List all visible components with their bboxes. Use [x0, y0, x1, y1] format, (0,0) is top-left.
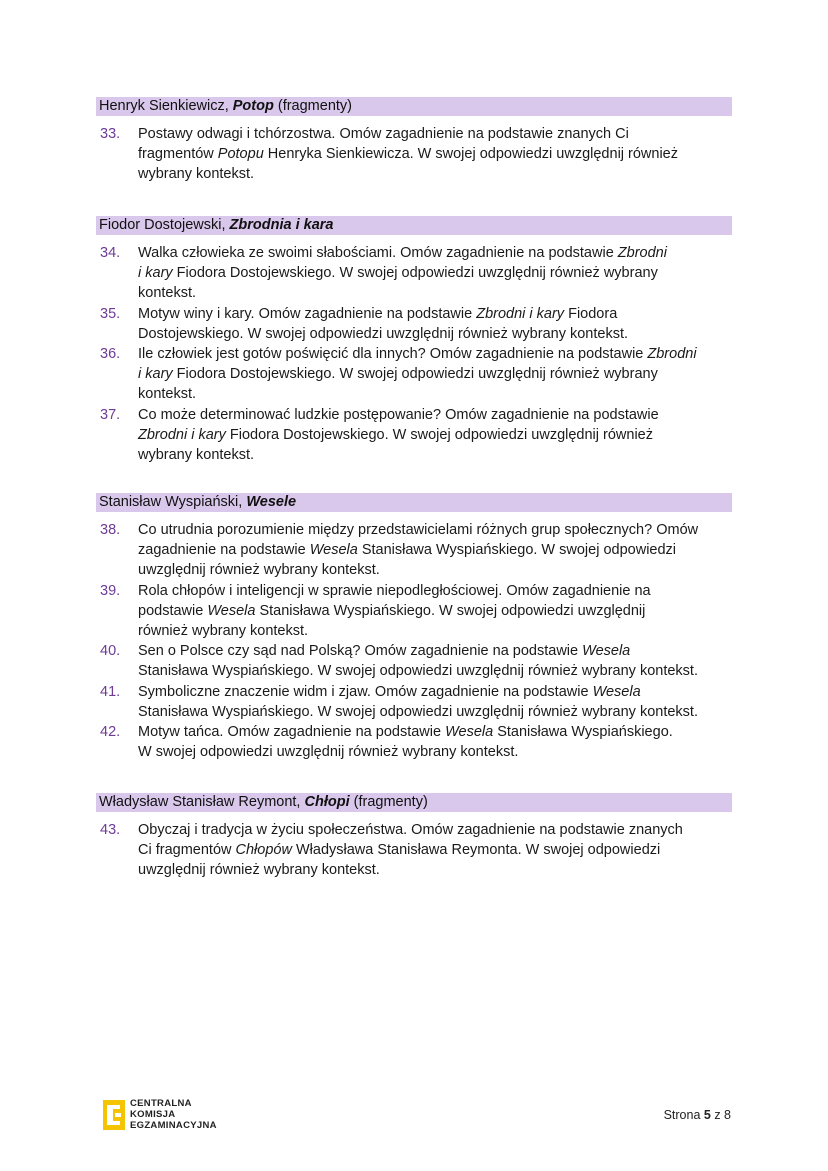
list-item — [96, 124, 732, 185]
list-item — [96, 344, 732, 405]
item-number: 35. — [100, 305, 121, 322]
list-item — [96, 682, 732, 722]
item-number: 37. — [100, 406, 121, 423]
title-suffix: (fragmenty) — [273, 98, 353, 114]
item-text: Motyw tańca. Omów zagadnienie na podstawie Wesela Stanisława Wyspiańskiego. W swojej odpowiedzi uwzględnij również wybrany kontekst. — [138, 724, 673, 761]
work-title: Potop — [232, 98, 274, 114]
section-potop — [96, 97, 732, 185]
item-number: 33. — [100, 126, 121, 142]
author: Henryk Sienkiewicz, — [99, 98, 233, 114]
item-number: 39. — [100, 582, 121, 599]
cke-logo — [103, 1098, 217, 1131]
author: Władysław Stanisław Reymont, — [99, 794, 305, 810]
item-number: 34. — [100, 245, 121, 261]
section-header — [96, 97, 732, 116]
item-number: 42. — [100, 724, 121, 741]
item-text: Motyw winy i kary. Omów zagadnienie na podstawie Zbrodni i kary Fiodora Dostojewskiego. W swojej odpowiedzi uwzględnij również wybrany kontekst. — [138, 305, 628, 342]
section-chlopi — [96, 793, 732, 881]
item-number: 36. — [100, 346, 121, 363]
section-header — [96, 493, 732, 512]
author: Stanisław Wyspiański, — [99, 494, 247, 510]
item-text: Obyczaj i tradycja w życiu społeczeństwa. Omów zagadnienie na podstawie znanych Ci fragmentów Chłopów Władysława Stanisława Reymonta. W swojej odpowiedzi uwzględnij również wybrany kontekst. — [138, 822, 683, 879]
list-item — [96, 641, 732, 681]
cke-logo-text: CENTRALNA KOMISJA EGZAMINACYJNA — [130, 1098, 217, 1131]
work-title: Chłopi — [304, 794, 350, 810]
item-text: Postawy odwagi i tchórzostwa. Omów zagadnienie na podstawie znanych Ci fragmentów Potopu Henryka Sienkiewicza. W swojej odpowiedzi uwzględnij również wybrany kontekst. — [138, 126, 678, 183]
list-item — [96, 581, 732, 642]
item-text: Sen o Polsce czy sąd nad Polską? Omów zagadnienie na podstawie Wesela Stanisława Wyspiańskiego. W swojej odpowiedzi uwzględnij również wybrany kontekst. — [138, 643, 698, 680]
item-number: 43. — [100, 822, 121, 838]
list-item — [96, 304, 732, 344]
list-item — [96, 520, 732, 581]
page-number: Strona 5 z 8 — [663, 1108, 731, 1122]
section-header — [96, 793, 732, 812]
list-item — [96, 405, 732, 466]
section-header — [96, 216, 732, 235]
section-zbrodnia-i-kara — [96, 216, 732, 465]
author: Fiodor Dostojewski, — [99, 217, 230, 233]
item-text: Symboliczne znaczenie widm i zjaw. Omów zagadnienie na podstawie Wesela Stanisława Wyspiańskiego. W swojej odpowiedzi uwzględnij również wybrany kontekst. — [138, 683, 698, 720]
item-text: Ile człowiek jest gotów poświęcić dla innych? Omów zagadnienie na podstawie Zbrodni i kary Fiodora Dostojewskiego. W swojej odpowiedzi uwzględnij również wybrany kontekst. — [138, 346, 697, 403]
item-number: 41. — [100, 683, 121, 700]
list-item — [96, 820, 732, 881]
item-number: 38. — [100, 522, 121, 538]
item-text: Walka człowieka ze swoimi słabościami. Omów zagadnienie na podstawie Zbrodni i kary Fiodora Dostojewskiego. W swojej odpowiedzi uwzględnij również wybrany kontekst. — [138, 245, 667, 302]
list-item — [96, 243, 732, 304]
cke-logo-icon — [103, 1100, 125, 1130]
work-title: Zbrodnia i kara — [229, 217, 334, 233]
title-suffix: (fragmenty) — [349, 794, 428, 810]
section-wesele — [96, 493, 732, 762]
list-item — [96, 722, 732, 762]
work-title: Wesele — [246, 494, 297, 510]
item-text: Rola chłopów i inteligencji w sprawie niepodległościowej. Omów zagadnienie na podstawie Wesela Stanisława Wyspiańskiego. W swojej odpowiedzi uwzględnij również wybrany kontekst. — [138, 582, 651, 640]
item-number: 40. — [100, 643, 121, 660]
item-text: Co utrudnia porozumienie między przedstawicielami różnych grup społecznych? Omów zagadnienie na podstawie Wesela Stanisława Wyspiańskiego. W swojej odpowiedzi uwzględnij również wybrany kontekst. — [138, 522, 699, 579]
item-text: Co może determinować ludzkie postępowanie? Omów zagadnienie na podstawie Zbrodni i kary Fiodora Dostojewskiego. W swojej odpowiedzi uwzględnij również wybrany kontekst. — [138, 406, 659, 464]
